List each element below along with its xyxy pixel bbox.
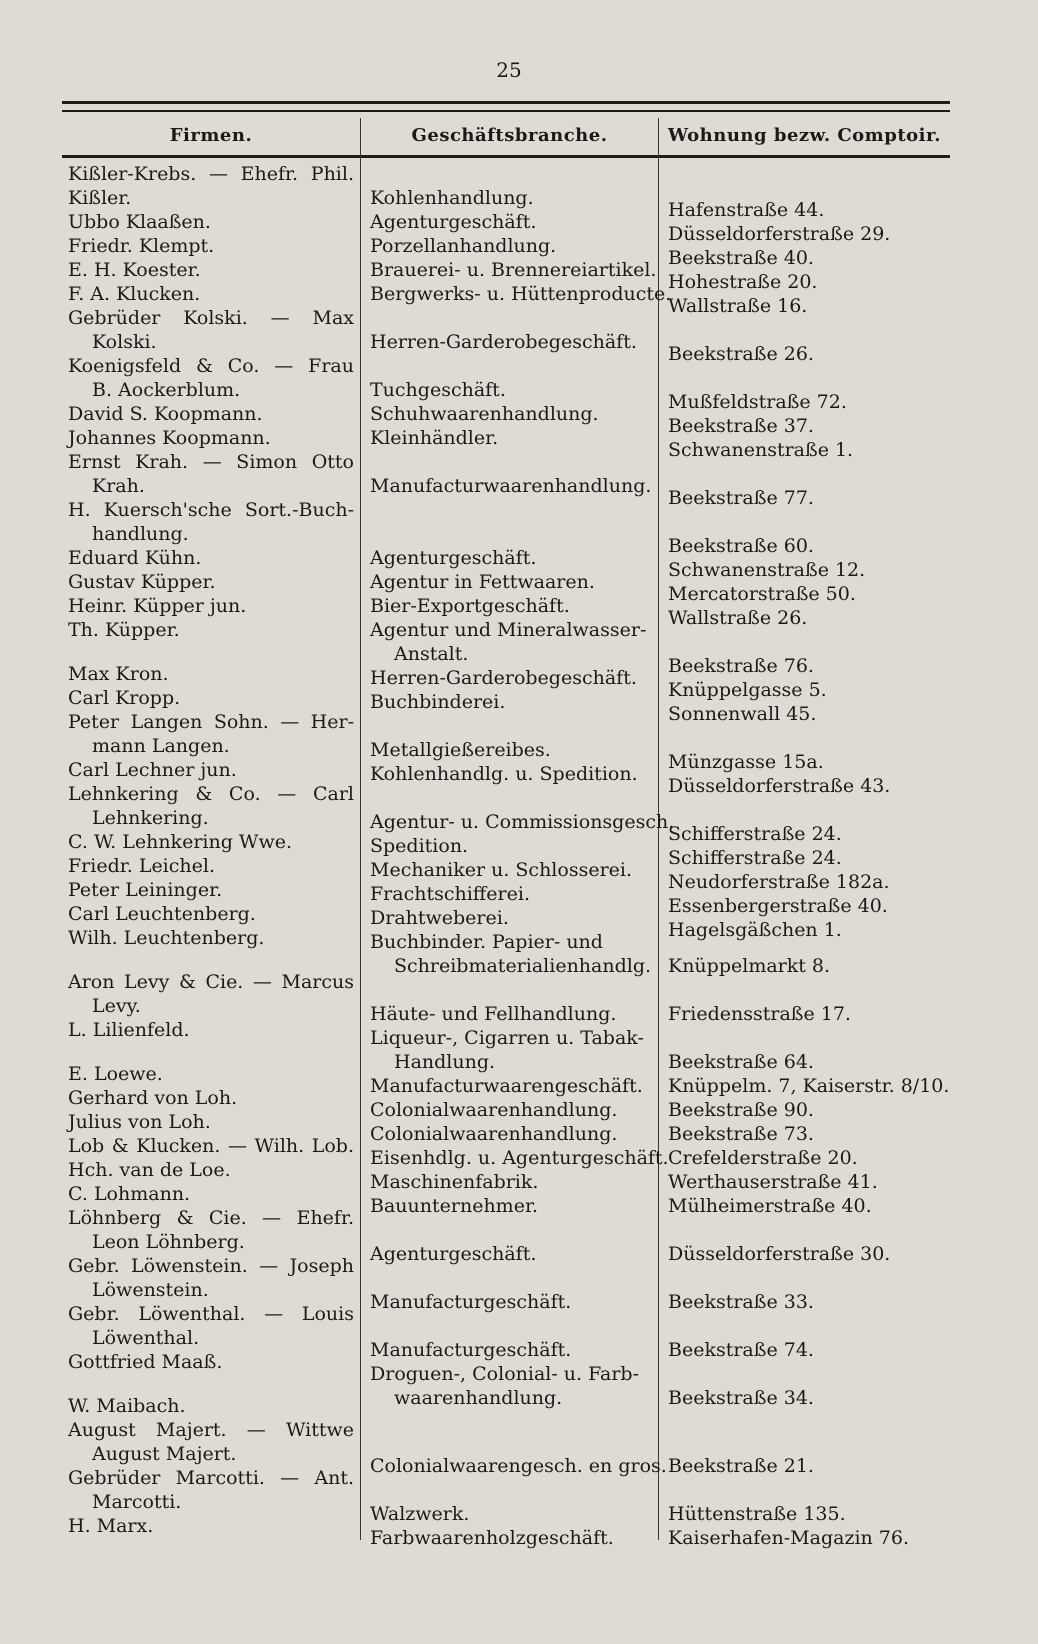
firm-line: Kolski. (92, 331, 157, 353)
branch-line: Liqueur-, Cigarren u. Tabak- (370, 1027, 644, 1049)
firm-line: handlung. (92, 523, 189, 545)
branch-line: Bergwerks- u. Hüttenproducte. (370, 283, 672, 305)
address-line: Düsseldorferstraße 29. (668, 223, 891, 245)
branch-line: Handlung. (394, 1051, 496, 1073)
firm-line: Gebrüder Kolski. — Max (68, 307, 354, 329)
branch-line: Manufacturgeschäft. (370, 1339, 572, 1361)
address-line: Beekstraße 76. (668, 655, 814, 677)
address-line: Beekstraße 64. (668, 1051, 814, 1073)
page-number: 25 (496, 58, 522, 82)
branch-line: Herren-Garderobegeschäft. (370, 667, 637, 689)
firm-line: Koenigsfeld & Co. — Frau (68, 355, 354, 377)
address-line: Beekstraße 37. (668, 415, 814, 437)
branch-line: Buchbinderei. (370, 691, 506, 713)
firm-line: August Majert. — Wittwe (68, 1419, 354, 1441)
address-line: Knüppelm. 7, Kaiserstr. 8/10. (668, 1075, 950, 1097)
firm-line: Gebr. Löwenthal. — Louis (68, 1303, 354, 1325)
address-line: Hüttenstraße 135. (668, 1503, 846, 1525)
firm-line: Löhnberg & Cie. — Ehefr. (68, 1207, 354, 1229)
firm-line: Friedr. Leichel. (68, 855, 215, 877)
firm-line: Peter Langen Sohn. — Her- (68, 711, 354, 733)
firm-line: E. H. Koester. (68, 259, 201, 281)
address-line: Hohestraße 20. (668, 271, 818, 293)
branch-line: Agenturgeschäft. (370, 1243, 537, 1265)
address-line: Hagelsgäßchen 1. (668, 919, 842, 941)
firm-line: Max Kron. (68, 663, 169, 685)
branch-line: Droguen-, Colonial- u. Farb- (370, 1363, 640, 1385)
firm-line: B. Aockerblum. (92, 379, 241, 401)
address-line: Beekstraße 33. (668, 1291, 814, 1313)
firm-line: Aron Levy & Cie. — Marcus (68, 971, 354, 993)
firm-line: Lehnkering. (92, 807, 209, 829)
address-line: Knüppelgasse 5. (668, 679, 827, 701)
firm-line: mann Langen. (92, 735, 230, 757)
firm-line: F. A. Klucken. (68, 283, 201, 305)
address-line: Schifferstraße 24. (668, 847, 842, 869)
branch-line: Kohlenhandlg. u. Spedition. (370, 763, 638, 785)
address-line: Schifferstraße 24. (668, 823, 842, 845)
address-line: Mußfeldstraße 72. (668, 391, 847, 413)
firm-line: Kißler. (68, 187, 132, 209)
address-line: Mülheimerstraße 40. (668, 1195, 872, 1217)
branch-line: Farbwaarenholzgeschäft. (370, 1527, 614, 1549)
branch-line: Spedition. (370, 835, 469, 857)
header-address: Wohnung bezw. Comptoir. (667, 125, 942, 146)
address-line: Düsseldorferstraße 30. (668, 1243, 891, 1265)
firm-line: Friedr. Klempt. (68, 235, 215, 257)
branch-line: Kohlenhandlung. (370, 187, 534, 209)
address-line: Sonnenwall 45. (668, 703, 817, 725)
firm-line: Heinr. Küpper jun. (68, 595, 247, 617)
firm-line: H. Kuersch'sche Sort.-Buch- (68, 499, 354, 521)
address-line: Neudorferstraße 182a. (668, 871, 890, 893)
firm-line: Gottfried Maaß. (68, 1351, 223, 1373)
address-line: Beekstraße 34. (668, 1387, 814, 1409)
firm-line: Levy. (92, 995, 141, 1017)
branch-line: Schuhwaarenhandlung. (370, 403, 599, 425)
firm-line: Ubbo Klaaßen. (68, 211, 211, 233)
branch-line: Bier-Exportgeschäft. (370, 595, 570, 617)
firm-line: Marcotti. (92, 1491, 182, 1513)
branch-line: Colonialwaarengesch. en gros. (370, 1455, 667, 1477)
branch-line: Walzwerk. (370, 1503, 470, 1525)
branch-line: Colonialwaarenhandlung. (370, 1099, 618, 1121)
firm-line: W. Maibach. (68, 1395, 186, 1417)
branch-line: waarenhandlung. (394, 1387, 563, 1409)
address-line: Beekstraße 74. (668, 1339, 814, 1361)
firm-line: L. Lilienfeld. (68, 1019, 190, 1041)
firm-line: C. Lohmann. (68, 1183, 191, 1205)
address-line: Beekstraße 60. (668, 535, 814, 557)
firm-line: David S. Koopmann. (68, 403, 263, 425)
branch-line: Manufacturgeschäft. (370, 1291, 572, 1313)
address-line: Crefelderstraße 20. (668, 1147, 858, 1169)
firm-line: Julius von Loh. (68, 1111, 211, 1133)
address-line: Schwanenstraße 12. (668, 559, 866, 581)
firm-line: Krah. (92, 475, 145, 497)
firm-line: Löwenstein. (92, 1279, 209, 1301)
firm-line: Gerhard von Loh. (68, 1087, 238, 1109)
firm-line: Lehnkering & Co. — Carl (68, 783, 354, 805)
branch-line: Agenturgeschäft. (370, 547, 537, 569)
firm-line: Gebrüder Marcotti. — Ant. (68, 1467, 354, 1489)
address-line: Kaiserhafen-Magazin 76. (668, 1527, 910, 1549)
address-line: Beekstraße 90. (668, 1099, 814, 1121)
firm-line: Johannes Koopmann. (68, 427, 271, 449)
firm-line: Leon Löhnberg. (92, 1231, 245, 1253)
branch-line: Brauerei- u. Brennereiartikel. (370, 259, 657, 281)
address-line: Friedensstraße 17. (668, 1003, 851, 1025)
firm-line: C. W. Lehnkering Wwe. (68, 831, 292, 853)
branch-line: Frachtschifferei. (370, 883, 530, 905)
address-line: Wallstraße 16. (668, 295, 808, 317)
firm-line: Lob & Klucken. — Wilh. Lob. (68, 1135, 354, 1157)
firm-line: Gebr. Löwenstein. — Joseph (68, 1255, 354, 1277)
branch-line: Manufacturwaarenhandlung. (370, 475, 652, 497)
firm-line: Ernst Krah. — Simon Otto (68, 451, 354, 473)
branch-line: Schreibmaterialienhandlg. (394, 955, 652, 977)
firm-line: Peter Leininger. (68, 879, 223, 901)
header-branch: Geschäftsbranche. (411, 125, 608, 146)
branch-line: Porzellanhandlung. (370, 235, 557, 257)
branch-line: Tuchgeschäft. (370, 379, 506, 401)
firm-line: Löwenthal. (92, 1327, 200, 1349)
branch-line: Maschinenfabrik. (370, 1171, 539, 1193)
address-line: Münzgasse 15a. (668, 751, 824, 773)
branch-line: Agenturgeschäft. (370, 211, 537, 233)
branch-line: Eisenhdlg. u. Agenturgeschäft. (370, 1147, 669, 1169)
firm-line: Hch. van de Loe. (68, 1159, 231, 1181)
branch-line: Buchbinder. Papier- und (370, 931, 603, 953)
address-line: Düsseldorferstraße 43. (668, 775, 891, 797)
address-line: Beekstraße 77. (668, 487, 814, 509)
branch-line: Anstalt. (394, 643, 469, 665)
firm-line: Gustav Küpper. (68, 571, 216, 593)
address-line: Hafenstraße 44. (668, 199, 825, 221)
firm-line: E. Loewe. (68, 1063, 163, 1085)
branch-line: Drahtweberei. (370, 907, 509, 929)
firm-line: Carl Lechner jun. (68, 759, 237, 781)
branch-line: Colonialwaarenhandlung. (370, 1123, 618, 1145)
address-line: Beekstraße 21. (668, 1455, 814, 1477)
address-line: Schwanenstraße 1. (668, 439, 854, 461)
branch-line: Agentur in Fettwaaren. (370, 571, 595, 593)
firm-line: Eduard Kühn. (68, 547, 202, 569)
branch-line: Manufacturwaarengeschäft. (370, 1075, 643, 1097)
firm-line: Th. Küpper. (68, 619, 180, 641)
address-line: Essenbergerstraße 40. (668, 895, 888, 917)
firm-line: Carl Kropp. (68, 687, 181, 709)
address-line: Beekstraße 26. (668, 343, 814, 365)
address-line: Beekstraße 73. (668, 1123, 814, 1145)
address-line: Werthauserstraße 41. (668, 1171, 878, 1193)
branch-line: Metallgießereibes. (370, 739, 551, 761)
firm-line: August Majert. (92, 1443, 237, 1465)
branch-line: Häute- und Fellhandlung. (370, 1003, 617, 1025)
address-line: Wallstraße 26. (668, 607, 808, 629)
branch-line: Kleinhändler. (370, 427, 499, 449)
address-line: Knüppelmarkt 8. (668, 955, 831, 977)
firm-line: H. Marx. (68, 1515, 154, 1537)
address-line: Mercatorstraße 50. (668, 583, 856, 605)
firm-line: Kißler-Krebs. — Ehefr. Phil. (68, 163, 354, 185)
branch-line: Agentur- u. Commissionsgesch. (370, 811, 675, 833)
branch-line: Agentur und Mineralwasser- (370, 619, 647, 641)
firm-line: Carl Leuchtenberg. (68, 903, 256, 925)
firm-line: Wilh. Leuchtenberg. (68, 927, 265, 949)
branch-line: Mechaniker u. Schlosserei. (370, 859, 633, 881)
branch-line: Bauunternehmer. (370, 1195, 538, 1217)
address-line: Beekstraße 40. (668, 247, 814, 269)
branch-line: Herren-Garderobegeschäft. (370, 331, 637, 353)
header-firms: Firmen. (169, 125, 253, 146)
